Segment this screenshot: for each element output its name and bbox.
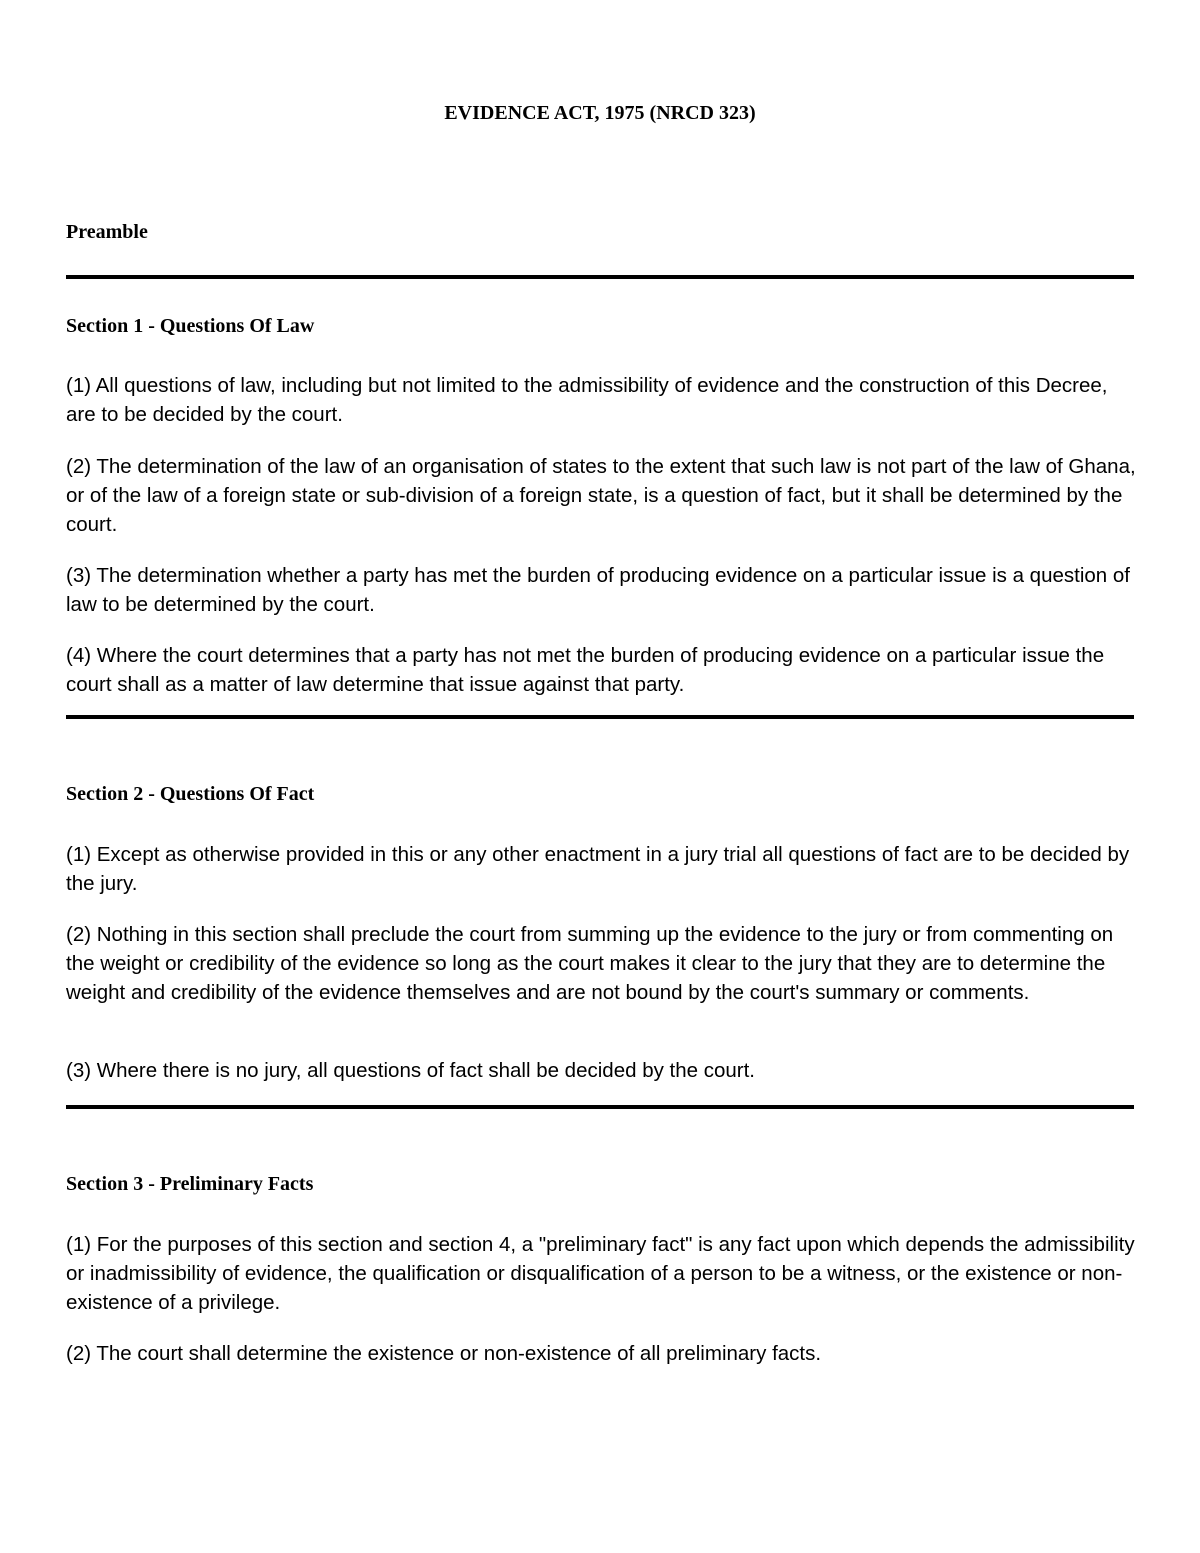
preamble-heading: Preamble <box>66 221 148 243</box>
section-2-paragraph-2: (2) Nothing in this section shall preclude the court from summing up the evidence to the jury or from commenting on the weight or credibility of the evidence so long as the court makes it clear to the jury that they are to determine the weight and credibility of the evidence themselves and are not bound by the court's summary or comments. <box>66 923 1114 1004</box>
section-2-paragraph-3: (3) Where there is no jury, all questions of fact shall be decided by the court. <box>66 1059 756 1082</box>
section-3-paragraph-2: (2) The court shall determine the existence or non-existence of all preliminary facts. <box>66 1342 822 1365</box>
document-title: EVIDENCE ACT, 1975 (NRCD 323) <box>444 102 756 124</box>
section-3-heading: Section 3 - Preliminary Facts <box>66 1173 314 1195</box>
section-1-heading: Section 1 - Questions Of Law <box>66 315 315 337</box>
section-1-paragraph-3: (3) The determination whether a party has met the burden of producing evidence on a particular issue is a question of law to be determined by the court. <box>66 564 1130 616</box>
section-1-paragraph-1: (1) All questions of law, including but not limited to the admissibility of evidence and the construction of this Decree, are to be decided by the court. <box>66 374 1108 426</box>
section-2-paragraph-1: (1) Except as otherwise provided in this or any other enactment in a jury trial all questions of fact are to be decided by the jury. <box>66 843 1130 895</box>
section-1-paragraph-4: (4) Where the court determines that a party has not met the burden of producing evidence on a particular issue the court shall as a matter of law determine that issue against that party. <box>66 644 1105 696</box>
section-divider <box>66 715 1134 719</box>
section-1-paragraph-2: (2) The determination of the law of an organisation of states to the extent that such law is not part of the law of Ghana, or of the law of a foreign state or sub-division of a foreign state, is a question of fact, but it shall be determined by the court. <box>66 455 1136 536</box>
section-3-paragraph-1: (1) For the purposes of this section and section 4, a "preliminary fact" is any fact upon which depends the admissibility or inadmissibility of evidence, the qualification or disqualification of a person to be a witness, or the existence or non-existence of a privilege. <box>66 1233 1135 1314</box>
section-divider <box>66 1105 1134 1109</box>
section-2-heading: Section 2 - Questions Of Fact <box>66 783 315 805</box>
section-divider <box>66 275 1134 279</box>
